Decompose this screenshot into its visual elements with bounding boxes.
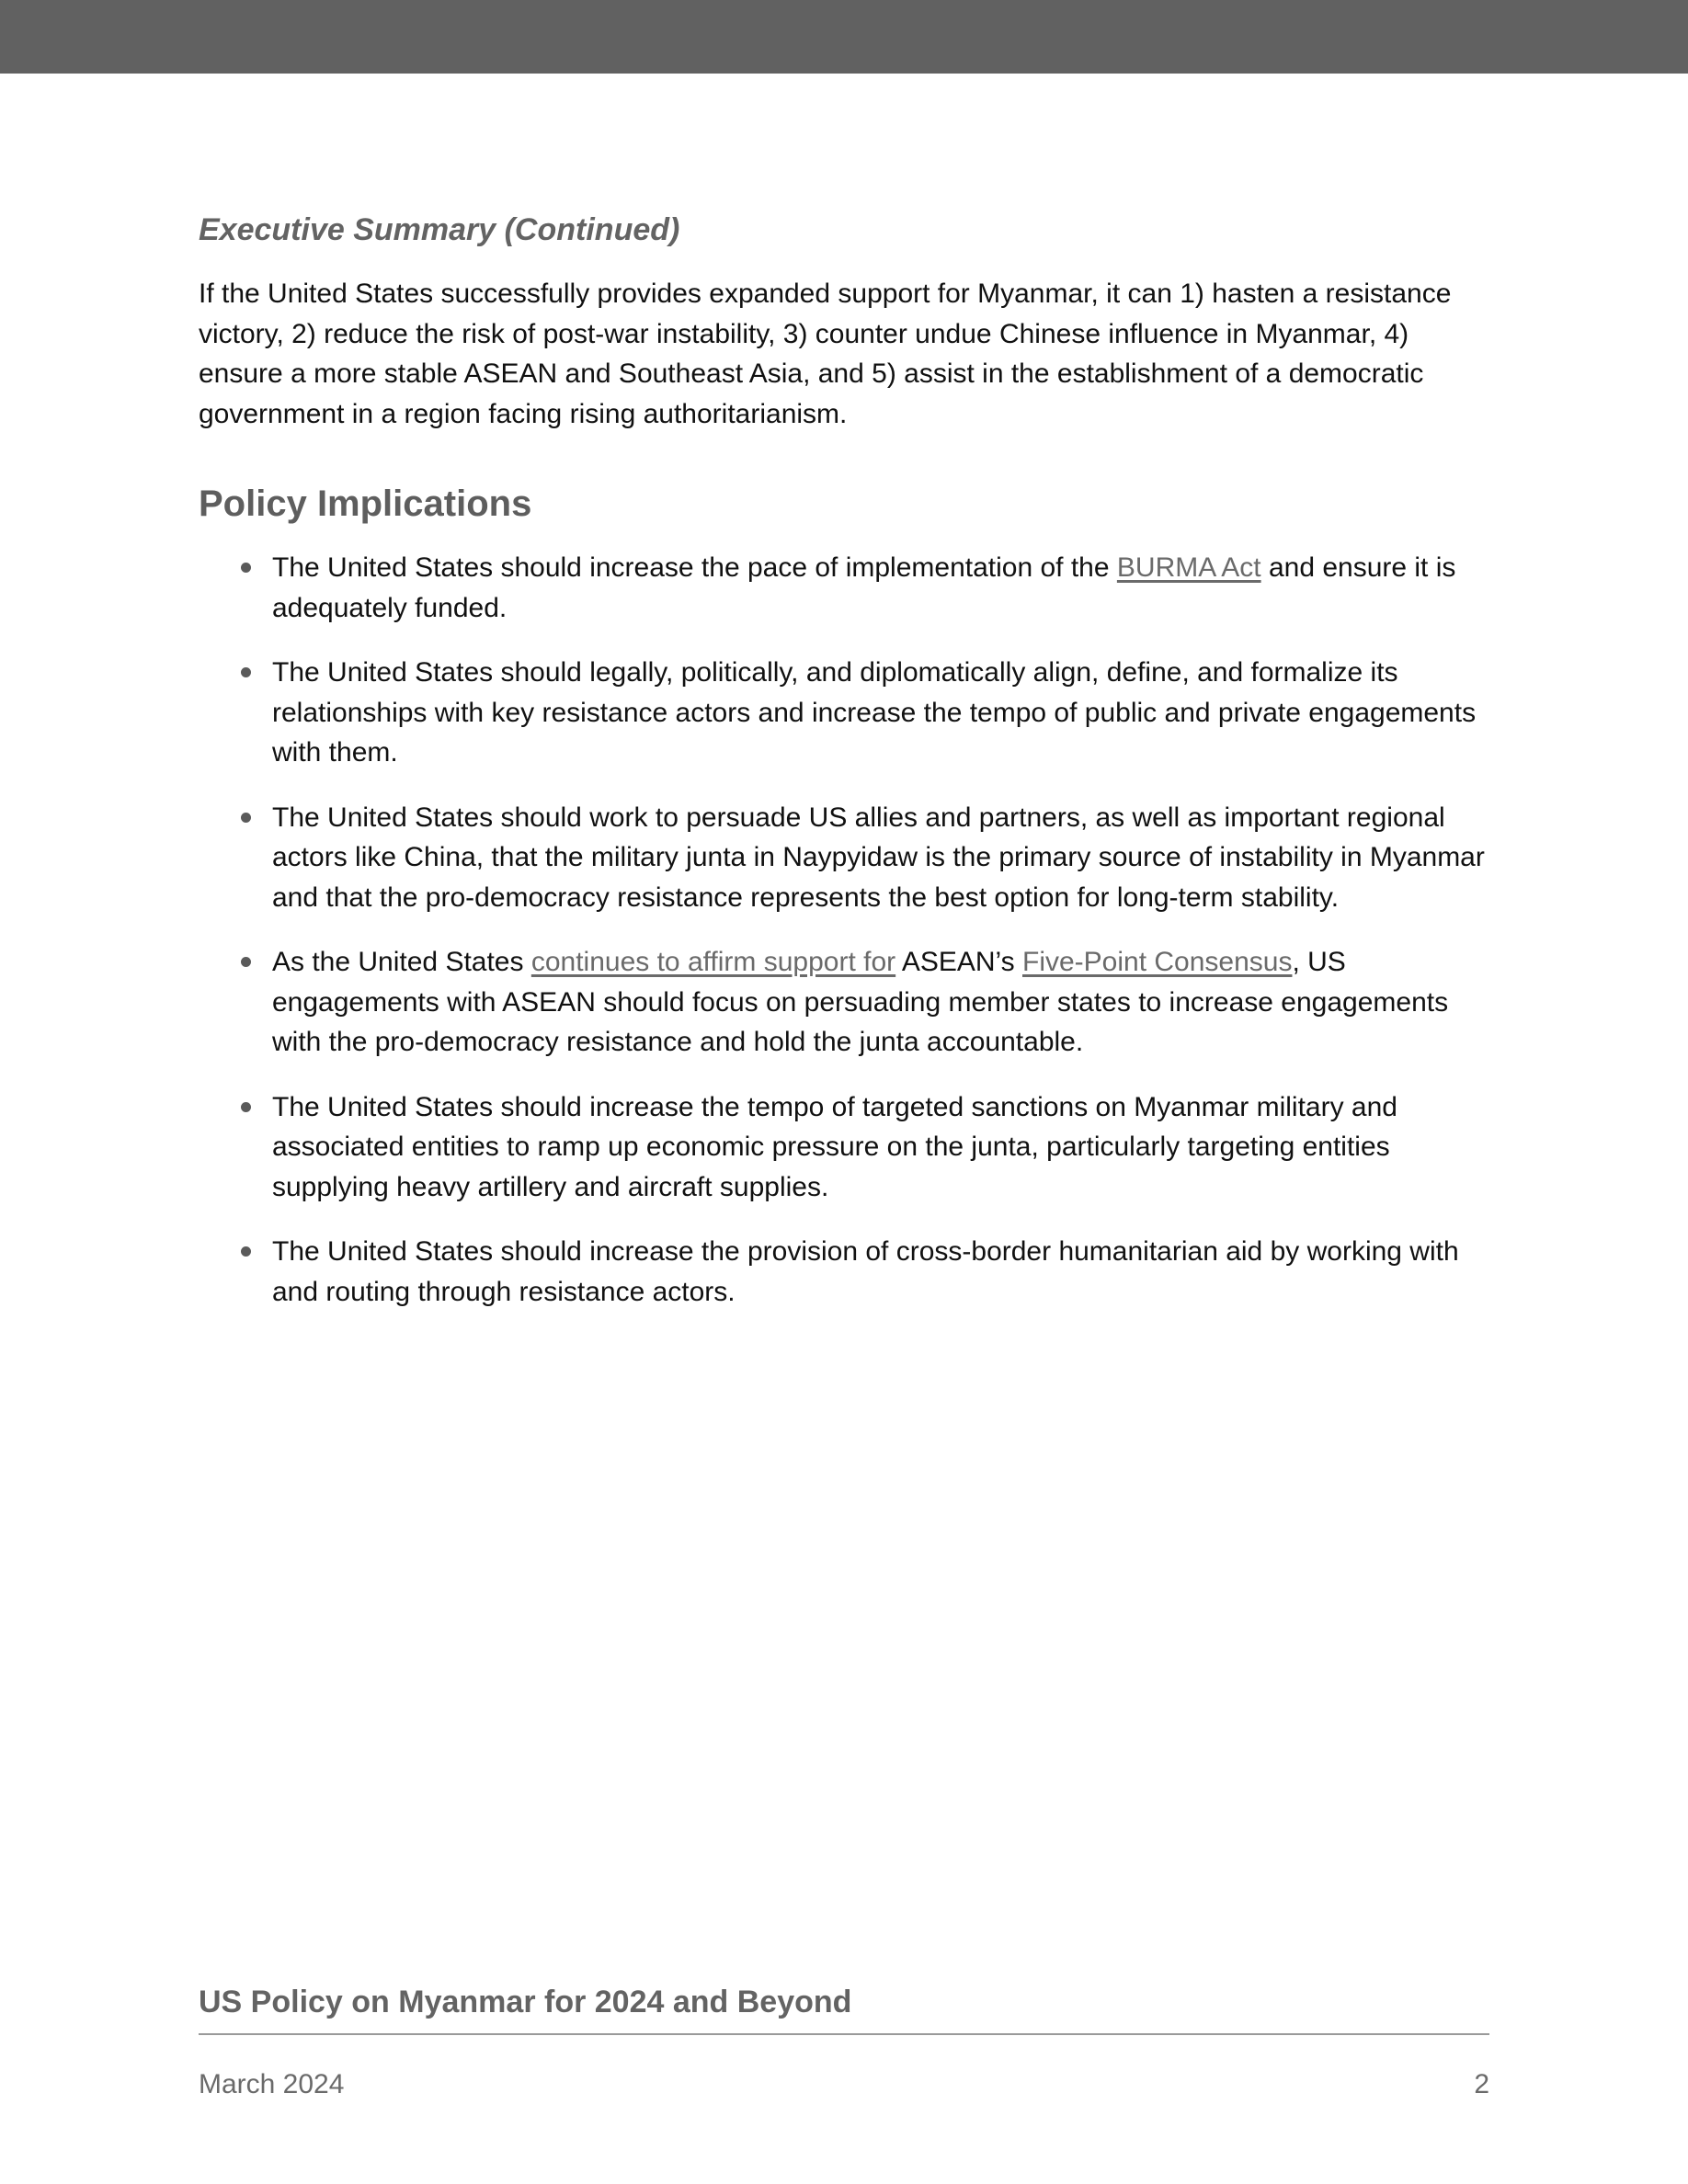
footer-divider <box>199 2033 1489 2035</box>
policy-item-resistance-relationships <box>199 653 1489 773</box>
policy-item-persuade-allies <box>199 798 1489 918</box>
footer-title: US Policy on Myanmar for 2024 and Beyond <box>199 1985 852 2019</box>
burma-act-link[interactable]: BURMA Act <box>1116 552 1261 583</box>
bullet-icon <box>241 667 251 677</box>
policy-implications-heading: Policy Implications <box>199 483 532 524</box>
page-number: 2 <box>1474 2069 1489 2099</box>
policy-item-asean <box>199 942 1489 1063</box>
policy-item-sanctions <box>199 1087 1489 1208</box>
policy-item-text: ASEAN’s <box>895 947 1022 977</box>
five-point-consensus-link[interactable]: Five-Point Consensus <box>1022 947 1293 977</box>
summary-heading: Executive Summary (Continued) <box>199 212 680 247</box>
page-content <box>199 204 1489 1337</box>
affirm-support-link[interactable]: continues to affirm support for <box>530 947 896 977</box>
policy-item-humanitarian-aid <box>199 1232 1489 1312</box>
policy-item-text: The United States should increase the pace of implementation of the <box>272 552 1117 583</box>
bullet-icon <box>241 813 251 823</box>
policy-item-text: As the United States <box>272 947 531 977</box>
bullet-icon <box>241 1102 251 1112</box>
policy-item-text: The United States should legally, politically, and diplomatically align, define, and formalize its relationships with key resistance actors and increase the tempo of public and private engagements with them. <box>272 657 1477 768</box>
summary-paragraph: If the United States successfully provides expanded support for Myanmar, it can 1) hasten a resistance victory, 2) reduce the risk of post-war instability, 3) counter undue Chinese influence in Myanmar, 4) ensure a more stable ASEAN and Southeast Asia, and 5) assist in the establishment of a democratic government in a region facing rising authoritarianism. <box>199 279 1452 429</box>
bullet-icon <box>241 957 251 967</box>
policy-item-text: , US engagements with ASEAN should focus on persuading member states to increase engagements with the pro-democracy resistance and hold the junta accountable. <box>272 947 1449 1057</box>
policy-item-text: The United States should increase the tempo of targeted sanctions on Myanmar military and associated entities to ramp up economic pressure on the junta, particularly targeting entities supplying heavy artillery and aircraft supplies. <box>272 1091 1397 1202</box>
policy-item-text: and ensure it is adequately funded. <box>272 552 1456 623</box>
policy-item-text: The United States should work to persuade US allies and partners, as well as important regional actors like China, that the military junta in Naypyidaw is the primary source of instability in Myanmar and that the pro-democracy resistance represents the best option for long-term stability. <box>272 802 1485 913</box>
footer-date: March 2024 <box>199 2069 345 2099</box>
bullet-icon <box>241 1246 251 1257</box>
policy-list <box>199 548 1489 1312</box>
top-bar <box>0 0 1688 74</box>
bullet-icon <box>241 563 251 573</box>
policy-item-burma-act <box>199 548 1489 628</box>
policy-item-text: The United States should increase the provision of cross-border humanitarian aid by working with and routing through resistance actors. <box>272 1236 1459 1307</box>
